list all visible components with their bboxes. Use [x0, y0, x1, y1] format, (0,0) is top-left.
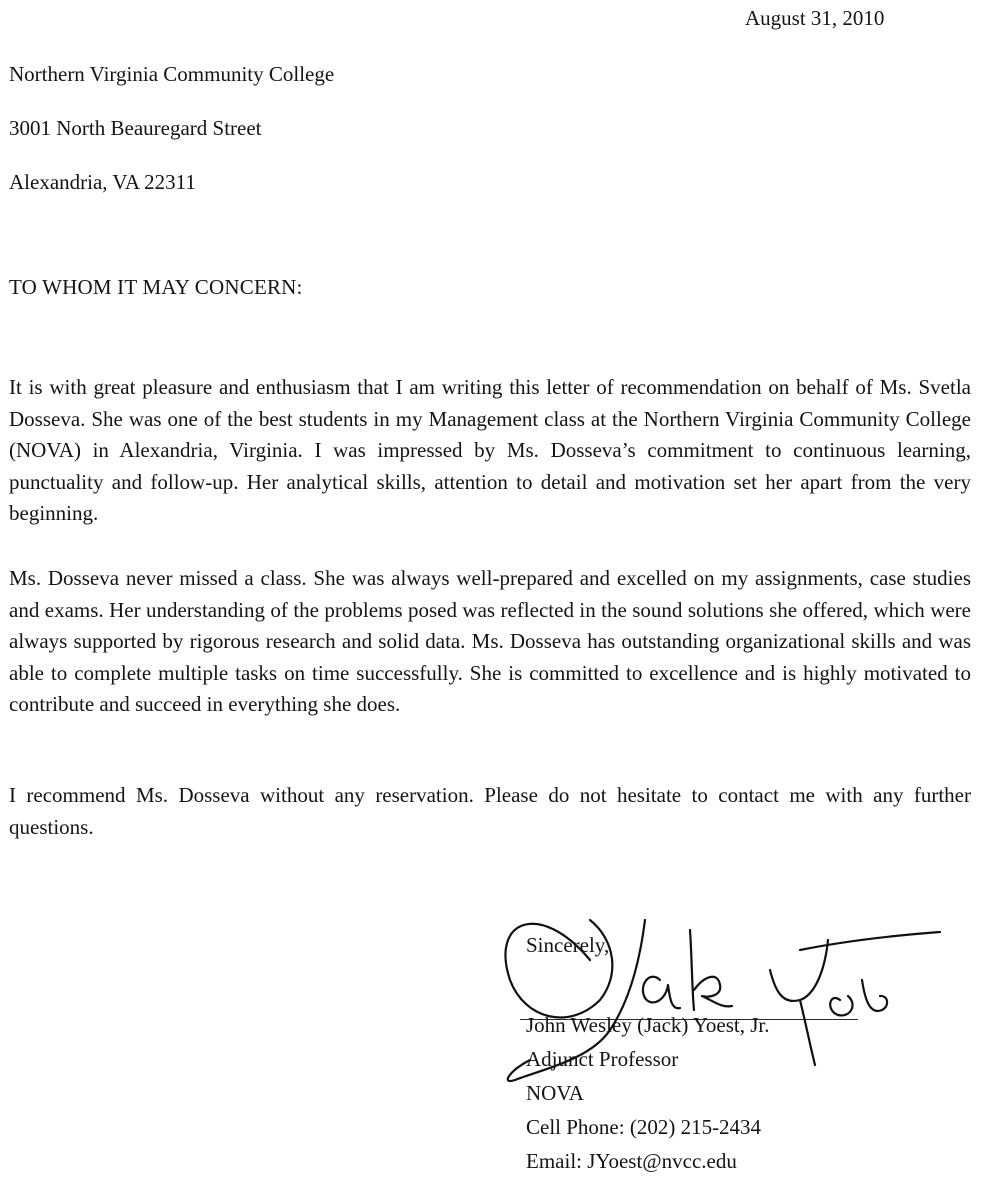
- body-paragraph-2: Ms. Dosseva never missed a class. She was always well-prepared and excelled on my assignments, case studies and exams. Her understanding of the problems posed was reflected in the sound solutions she offered, which were always supported by rigorous research and solid data. Ms. Dosseva has outstanding organizational skills and was able to complete multiple tasks on time successfully. She is committed to excellence and is highly motivated to contribute and succeed in everything she does.: [9, 566, 971, 716]
- body-paragraph-1: It is with great pleasure and enthusiasm that I am writing this letter of recommendation on behalf of Ms. Svetla Dosseva. She was one of the best students in my Management class at the Northern Virginia Community College (NOVA) in Alexandria, Virginia. I was impressed by Ms. Dosseva’s commitment to continuous learning, punctuality and follow-up. Her analytical skills, attention to detail and motivation set her apart from the very beginning.: [9, 375, 971, 525]
- salutation: TO WHOM IT MAY CONCERN:: [9, 275, 303, 299]
- signer-phone: Cell Phone: (202) 215-2434: [526, 1115, 762, 1139]
- recipient-city: Alexandria, VA 22311: [9, 170, 196, 194]
- recipient-street: 3001 North Beauregard Street: [9, 116, 262, 140]
- body-paragraph-3: I recommend Ms. Dosseva without any reservation. Please do not hesitate to contact me with any further questions.: [9, 783, 971, 839]
- signer-name: John Wesley (Jack) Yoest, Jr.: [526, 1013, 770, 1037]
- signer-email: Email: JYoest@nvcc.edu: [526, 1149, 737, 1173]
- recipient-name: Northern Virginia Community College: [9, 62, 335, 86]
- letter-date: August 31, 2010: [745, 6, 885, 30]
- closing: Sincerely,: [526, 933, 610, 957]
- signer-organization: NOVA: [526, 1081, 584, 1105]
- signature-block: [526, 928, 770, 1178]
- signer-title: Adjunct Professor: [526, 1047, 679, 1071]
